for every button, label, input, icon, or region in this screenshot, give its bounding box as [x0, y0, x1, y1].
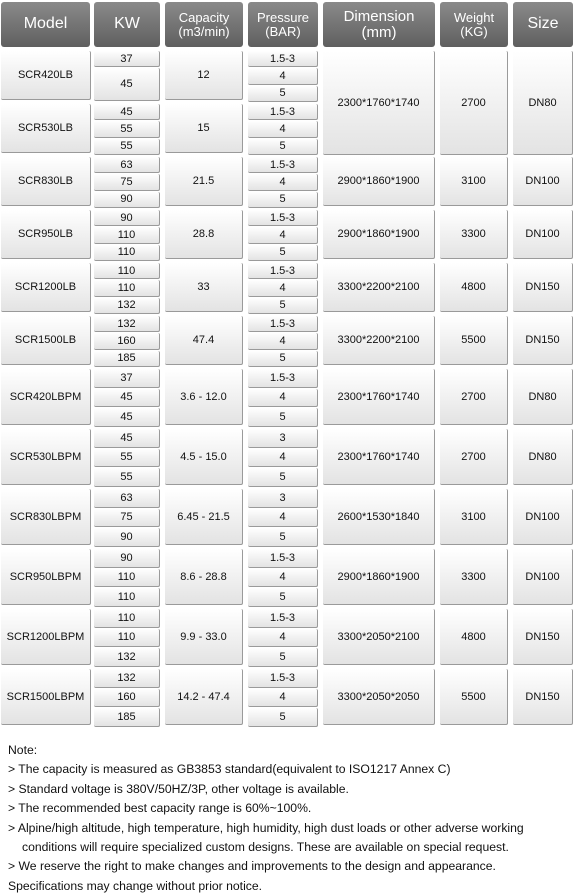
pressure-cell: 1.5-3	[248, 210, 318, 226]
note-line: > Alpine/high altitude, high temperature, high humidity, high dust loads or other adverse working	[8, 820, 524, 835]
pressure-cell: 5	[248, 139, 318, 155]
kw-cell: 75	[94, 174, 160, 190]
capacity-cell: 33	[165, 263, 243, 312]
pressure-cell: 5	[248, 648, 318, 667]
model-name-cell: SCR530LB	[1, 104, 91, 153]
model-name-cell: SCR830LB	[1, 157, 91, 206]
weight-cell: 4800	[440, 609, 508, 665]
kw-cell: 37	[94, 51, 160, 67]
kw-cell: 45	[94, 68, 160, 101]
pressure-cell: 4	[248, 333, 318, 349]
pressure-cell: 1.5-3	[248, 609, 318, 628]
kw-cell: 90	[94, 549, 160, 568]
weight-cell: 3300	[440, 210, 508, 259]
capacity-cell: 14.2 - 47.4	[165, 669, 243, 725]
model-name-cell: SCR1200LB	[1, 263, 91, 312]
pressure-cell: 1.5-3	[248, 669, 318, 688]
capacity-cell: 3.6 - 12.0	[165, 369, 243, 425]
kw-cell: 110	[94, 629, 160, 648]
header-kw: KW	[94, 2, 160, 47]
dimension-cell: 2900*1860*1900	[323, 549, 435, 605]
capacity-cell: 47.4	[165, 316, 243, 365]
note-line: > The capacity is measured as GB3853 standard(equivalent to ISO1217 Annex C)	[8, 762, 451, 777]
capacity-cell: 6.45 - 21.5	[165, 489, 243, 545]
pressure-cell: 1.5-3	[248, 51, 318, 67]
capacity-cell: 28.8	[165, 210, 243, 259]
kw-cell: 55	[94, 139, 160, 155]
kw-cell: 45	[94, 408, 160, 427]
weight-cell: 2700	[440, 369, 508, 425]
size-cell: DN100	[513, 210, 573, 259]
dimension-cell: 2300*1760*1740	[323, 51, 435, 155]
kw-cell: 45	[94, 104, 160, 120]
kw-cell: 63	[94, 489, 160, 508]
header-weight-label: Weight	[453, 9, 495, 25]
pressure-cell: 4	[248, 280, 318, 296]
kw-cell: 160	[94, 689, 160, 708]
header-weight-unit: (KG)	[460, 23, 488, 39]
kw-cell: 185	[94, 351, 160, 367]
header-pressure-unit: (BAR)	[265, 23, 301, 39]
header-weight	[440, 2, 508, 47]
size-cell: DN100	[513, 157, 573, 206]
header-capacity-unit: (m3/min)	[178, 23, 230, 39]
kw-cell: 132	[94, 648, 160, 667]
header-size: Size	[513, 2, 573, 47]
pressure-cell: 1.5-3	[248, 104, 318, 120]
kw-cell: 90	[94, 528, 160, 547]
pressure-cell: 4	[248, 689, 318, 708]
pressure-cell: 5	[248, 528, 318, 547]
kw-cell: 45	[94, 429, 160, 448]
pressure-cell: 4	[248, 227, 318, 243]
weight-cell: 3100	[440, 489, 508, 545]
weight-cell: 2700	[440, 429, 508, 485]
header-pressure	[248, 2, 318, 47]
size-cell: DN100	[513, 489, 573, 545]
dimension-cell: 2300*1760*1740	[323, 369, 435, 425]
weight-cell: 3300	[440, 549, 508, 605]
size-cell: DN150	[513, 609, 573, 665]
size-cell: DN150	[513, 316, 573, 365]
header-model: Model	[1, 2, 90, 47]
kw-cell: 132	[94, 298, 160, 314]
kw-cell: 63	[94, 157, 160, 173]
weight-cell: 5500	[440, 669, 508, 725]
size-cell: DN150	[513, 263, 573, 312]
size-cell: DN80	[513, 369, 573, 425]
kw-cell: 55	[94, 449, 160, 468]
notes-section	[8, 741, 576, 896]
pressure-cell: 5	[248, 468, 318, 487]
weight-cell: 3100	[440, 157, 508, 206]
pressure-cell: 1.5-3	[248, 549, 318, 568]
pressure-cell: 4	[248, 629, 318, 648]
model-name-cell: SCR950LBPM	[1, 549, 91, 605]
header-pressure-label: Pressure	[256, 9, 310, 25]
kw-cell: 110	[94, 263, 160, 279]
kw-cell: 110	[94, 588, 160, 607]
kw-cell: 185	[94, 708, 160, 727]
model-name-cell: SCR530LBPM	[1, 429, 91, 485]
pressure-cell: 1.5-3	[248, 263, 318, 279]
pressure-cell: 1.5-3	[248, 316, 318, 332]
pressure-cell: 4	[248, 68, 318, 84]
kw-cell: 132	[94, 316, 160, 332]
kw-cell: 90	[94, 210, 160, 226]
dimension-cell: 2900*1860*1900	[323, 210, 435, 259]
pressure-cell: 5	[248, 245, 318, 261]
weight-cell: 5500	[440, 316, 508, 365]
pressure-cell: 4	[248, 389, 318, 408]
note-line-continued: conditions will require specialized custom designs. These are available on special request.	[22, 840, 509, 855]
model-name-cell: SCR1500LBPM	[1, 669, 91, 725]
kw-cell: 160	[94, 333, 160, 349]
capacity-cell: 21.5	[165, 157, 243, 206]
kw-cell: 75	[94, 509, 160, 528]
pressure-cell: 4	[248, 174, 318, 190]
dimension-cell: 2900*1860*1900	[323, 157, 435, 206]
dimension-cell: 3300*2050*2100	[323, 609, 435, 665]
model-name-cell: SCR830LBPM	[1, 489, 91, 545]
kw-cell: 110	[94, 280, 160, 296]
note-line: > We reserve the right to make changes and improvements to the design and appearance.	[8, 859, 496, 874]
pressure-cell: 5	[248, 86, 318, 102]
header-dimension-label: Dimension	[343, 7, 415, 25]
kw-cell: 55	[94, 468, 160, 487]
dimension-cell: 3300*2200*2100	[323, 263, 435, 312]
pressure-cell: 5	[248, 351, 318, 367]
note-line: Specifications may change without prior notice.	[8, 878, 263, 893]
capacity-cell: 15	[165, 104, 243, 153]
kw-cell: 110	[94, 569, 160, 588]
kw-cell: 110	[94, 227, 160, 243]
pressure-cell: 1.5-3	[248, 369, 318, 388]
pressure-cell: 1.5-3	[248, 157, 318, 173]
pressure-cell: 5	[248, 192, 318, 208]
dimension-cell: 2300*1760*1740	[323, 429, 435, 485]
model-name-cell: SCR1200LBPM	[1, 609, 91, 665]
pressure-cell: 3	[248, 429, 318, 448]
kw-cell: 132	[94, 669, 160, 688]
pressure-cell: 5	[248, 588, 318, 607]
capacity-cell: 12	[165, 51, 243, 100]
pressure-cell: 3	[248, 489, 318, 508]
model-name-cell: SCR420LB	[1, 51, 91, 100]
kw-cell: 37	[94, 369, 160, 388]
notes-title: Note:	[8, 743, 38, 757]
pressure-cell: 4	[248, 509, 318, 528]
note-line: > Standard voltage is 380V/50HZ/3P, other voltage is available.	[8, 781, 349, 796]
pressure-cell: 5	[248, 708, 318, 727]
pressure-cell: 4	[248, 569, 318, 588]
pressure-cell: 4	[248, 121, 318, 137]
dimension-cell: 2600*1530*1840	[323, 489, 435, 545]
size-cell: DN150	[513, 669, 573, 725]
kw-cell: 55	[94, 121, 160, 137]
header-dimension	[323, 2, 435, 47]
capacity-cell: 9.9 - 33.0	[165, 609, 243, 665]
size-cell: DN80	[513, 429, 573, 485]
kw-cell: 110	[94, 609, 160, 628]
kw-cell: 90	[94, 192, 160, 208]
pressure-cell: 5	[248, 408, 318, 427]
note-line: > The recommended best capacity range is 60%~100%.	[8, 801, 312, 816]
dimension-cell: 3300*2200*2100	[323, 316, 435, 365]
model-name-cell: SCR420LBPM	[1, 369, 91, 425]
kw-cell: 45	[94, 389, 160, 408]
pressure-cell: 5	[248, 298, 318, 314]
pressure-cell: 4	[248, 449, 318, 468]
model-name-cell: SCR1500LB	[1, 316, 91, 365]
header-dimension-unit: (mm)	[361, 23, 397, 41]
size-cell: DN100	[513, 549, 573, 605]
header-capacity	[165, 2, 243, 47]
size-cell: DN80	[513, 51, 573, 155]
weight-cell: 2700	[440, 51, 508, 155]
weight-cell: 4800	[440, 263, 508, 312]
header-capacity-label: Capacity	[178, 9, 230, 25]
capacity-cell: 8.6 - 28.8	[165, 549, 243, 605]
model-name-cell: SCR950LB	[1, 210, 91, 259]
dimension-cell: 3300*2050*2050	[323, 669, 435, 725]
kw-cell: 110	[94, 245, 160, 261]
capacity-cell: 4.5 - 15.0	[165, 429, 243, 485]
